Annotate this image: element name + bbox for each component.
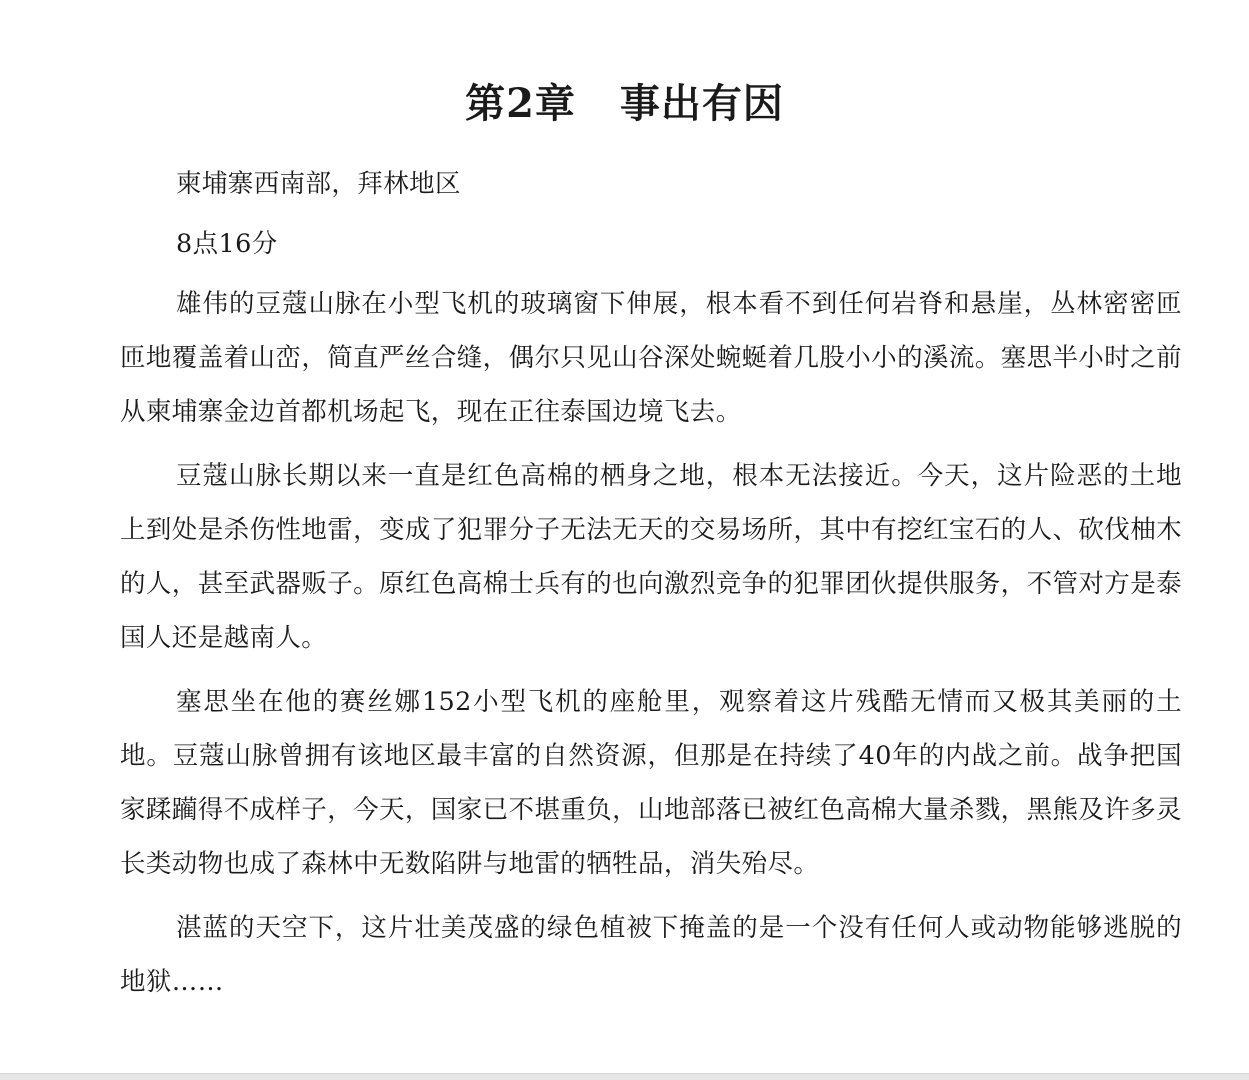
time-line: 8点16分 [176,229,278,259]
location-line: 柬埔寨西南部，拜林地区 [176,169,461,199]
page-bottom-border [0,1073,1249,1080]
chapter-body [120,157,1182,1019]
chapter-heading [0,78,1249,130]
paragraph: 湛蓝的天空下，这片壮美茂盛的绿色植被下掩盖的是一个没有任何人或动物能够逃脱的地狱…… [120,913,1182,997]
paragraph: 塞思坐在他的赛丝娜152小型飞机的座舱里，观察着这片残酷无情而又极其美丽的土地。豆蔻山脉曾拥有该地区最丰富的自然资源，但那是在持续了40年的内战之前。战争把国家蹂躏得不成样子，今天，国家已不堪重负，山地部落已被红色高棉大量杀戮，黑熊及许多灵长类动物也成了森林中无数陷阱与地雷的牺牲品，消失殆尽。 [120,687,1182,879]
chapter-title: 事出有因 [619,80,784,127]
paragraph: 豆蔻山脉长期以来一直是红色高棉的栖身之地，根本无法接近。今天，这片险恶的土地上到处是杀伤性地雷，变成了犯罪分子无法无天的交易场所，其中有挖红宝石的人、砍伐柚木的人，甚至武器贩子。原红色高棉士兵有的也向激烈竞争的犯罪团伙提供服务，不管对方是泰国人还是越南人。 [120,461,1182,653]
paragraph: 雄伟的豆蔻山脉在小型飞机的玻璃窗下伸展，根本看不到任何岩脊和悬崖，丛林密密匝匝地覆盖着山峦，简直严丝合缝，偶尔只见山谷深处蜿蜒着几股小小的溪流。塞思半小时之前从柬埔寨金边首都机场起飞，现在正往泰国边境飞去。 [120,289,1182,427]
chapter-number: 第2章 [465,80,576,127]
